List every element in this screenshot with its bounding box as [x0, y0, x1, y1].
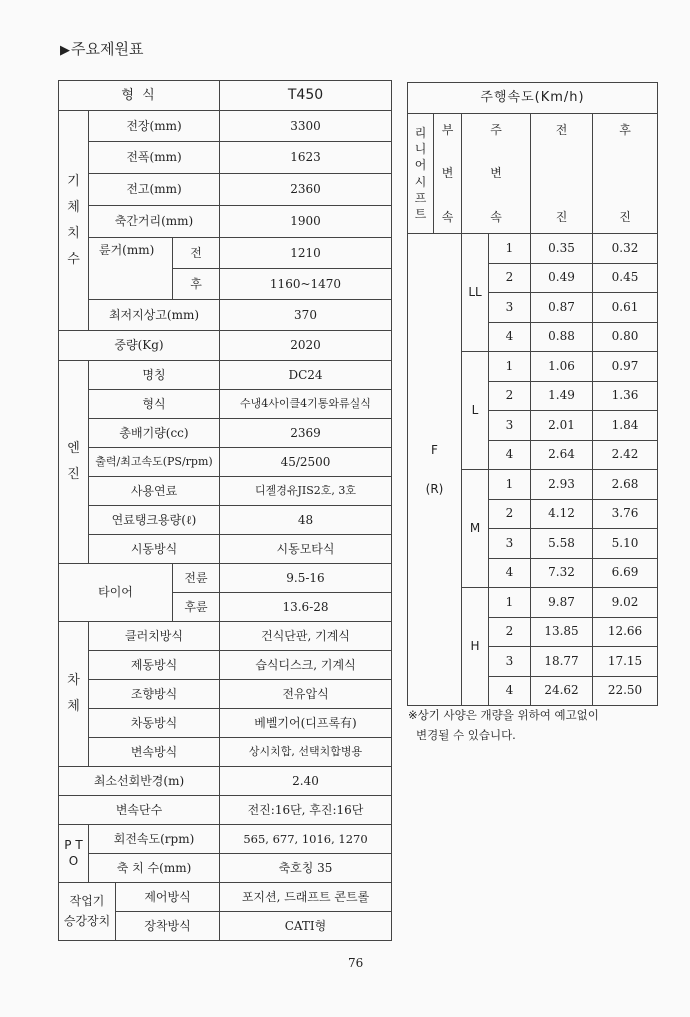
table-row: [59, 390, 392, 419]
section-heading-text: 주요제원표: [71, 40, 144, 58]
row-value: 45/2500: [220, 448, 392, 477]
row-label: 회전속도(rpm): [89, 825, 220, 854]
row-label: 연료탱크용량(ℓ): [89, 506, 220, 535]
header-char: 속: [441, 209, 454, 224]
reverse-speed: 1.84: [593, 411, 658, 441]
note-line: ※상기 사양은 개량을 위하여 예고없이: [408, 708, 599, 722]
table-row: [59, 854, 392, 883]
speed-row: [408, 234, 658, 264]
row-value: DC24: [220, 361, 392, 390]
reverse-speed: 0.45: [593, 263, 658, 293]
reverse-speed: 12.66: [593, 617, 658, 647]
forward-speed: 7.32: [531, 558, 593, 588]
row-label: 조향방식: [89, 680, 220, 709]
row-label: 최저지상고(mm): [89, 300, 220, 331]
table-row: [59, 796, 392, 825]
row-value: 시동모타식: [220, 535, 392, 564]
row-label: 최소선회반경(m): [59, 767, 220, 796]
header-char: 변: [490, 166, 502, 181]
forward-speed: 18.77: [531, 647, 593, 677]
table-row: [59, 622, 392, 651]
reverse-header: [593, 114, 658, 234]
row-value: 디젤경유JIS2호, 3호: [220, 477, 392, 506]
table-row: [59, 238, 392, 269]
header-char: 속: [490, 209, 502, 224]
group-lift: 작업기 승강장치: [59, 883, 116, 941]
speed-header-row: [408, 114, 658, 234]
table-row: [59, 331, 392, 361]
gear-number: 2: [489, 499, 531, 529]
row-label: 륜거(mm): [89, 238, 173, 300]
gear-number: 4: [489, 676, 531, 706]
row-value: 2360: [220, 174, 392, 206]
row-label: 총배기량(cc): [89, 419, 220, 448]
row-value: 축호칭 35: [220, 854, 392, 883]
row-value: 2020: [220, 331, 392, 361]
table-row: [59, 506, 392, 535]
forward-header: [531, 114, 593, 234]
row-label: 전장(mm): [89, 111, 220, 142]
row-value: 13.6-28: [220, 593, 392, 622]
gear-number: 1: [489, 352, 531, 382]
gear-number: 1: [489, 588, 531, 618]
row-value: 습식디스크, 기계식: [220, 651, 392, 680]
speed-title-row: [408, 83, 658, 114]
header-char: 진: [555, 209, 568, 224]
row-label: 사용연료: [89, 477, 220, 506]
table-row: [59, 767, 392, 796]
forward-speed: 0.88: [531, 322, 593, 352]
reverse-speed: 0.32: [593, 234, 658, 264]
row-label: 중량(Kg): [59, 331, 220, 361]
spec-header-label: 형 식: [59, 81, 220, 111]
row-sublabel: 후륜: [173, 593, 220, 622]
row-sublabel: 전륜: [173, 564, 220, 593]
gear-number: 4: [489, 440, 531, 470]
range-group-label: LL: [462, 234, 489, 352]
group-engine: 엔 진: [59, 361, 89, 564]
gear-number: 2: [489, 617, 531, 647]
table-row: [59, 709, 392, 738]
forward-speed: 0.35: [531, 234, 593, 264]
table-row: [59, 111, 392, 142]
group-tire: 타이어: [59, 564, 173, 622]
table-row: [59, 300, 392, 331]
spec-header-model: T450: [220, 81, 392, 111]
header-char: 부: [441, 122, 454, 137]
gear-number: 3: [489, 529, 531, 559]
fr-label-part: F: [431, 443, 438, 458]
table-row: [59, 477, 392, 506]
table-row: [59, 535, 392, 564]
reverse-speed: 0.97: [593, 352, 658, 382]
reverse-speed: 9.02: [593, 588, 658, 618]
reverse-speed: 0.61: [593, 293, 658, 323]
gear-number: 1: [489, 234, 531, 264]
main-shift-header: [462, 114, 531, 234]
row-value: 1623: [220, 142, 392, 174]
row-value: 1160~1470: [220, 269, 392, 300]
row-label: 장착방식: [116, 912, 220, 941]
table-row: [59, 651, 392, 680]
row-value: 370: [220, 300, 392, 331]
speed-title: 주행속도(Km/h): [408, 83, 658, 114]
group-dimensions: 기 체 치 수: [59, 111, 89, 331]
table-row: [59, 142, 392, 174]
header-char: 후: [619, 122, 631, 137]
row-value: 전유압식: [220, 680, 392, 709]
reverse-speed: 6.69: [593, 558, 658, 588]
row-value: 9.5-16: [220, 564, 392, 593]
row-sublabel: 후: [173, 269, 220, 300]
forward-speed: 9.87: [531, 588, 593, 618]
table-row: [59, 738, 392, 767]
row-label: 클러치방식: [89, 622, 220, 651]
gear-number: 2: [489, 263, 531, 293]
group-pto: P T O: [59, 825, 89, 883]
row-value: 3300: [220, 111, 392, 142]
forward-speed: 5.58: [531, 529, 593, 559]
triangle-bullet-icon: ▶: [60, 43, 70, 58]
forward-speed: 24.62: [531, 676, 593, 706]
reverse-speed: 5.10: [593, 529, 658, 559]
row-label: 명칭: [89, 361, 220, 390]
forward-speed: 2.64: [531, 440, 593, 470]
row-label: 전폭(mm): [89, 142, 220, 174]
table-row: [59, 361, 392, 390]
header-char: 주: [490, 122, 502, 137]
group-chassis: 차 체: [59, 622, 89, 767]
forward-speed: 2.01: [531, 411, 593, 441]
gear-number: 4: [489, 322, 531, 352]
table-row: [59, 825, 392, 854]
sub-shift-header: [434, 114, 462, 234]
forward-speed: 1.06: [531, 352, 593, 382]
forward-speed: 13.85: [531, 617, 593, 647]
reverse-speed: 1.36: [593, 381, 658, 411]
row-value: 베벨기어(디프록有): [220, 709, 392, 738]
row-label: 제어방식: [116, 883, 220, 912]
linear-shift-header: 리 니 어 시 프 트: [408, 114, 434, 234]
header-char: 진: [619, 209, 631, 224]
fr-label-part: (R): [425, 481, 444, 496]
table-row: [59, 883, 392, 912]
reverse-speed: 3.76: [593, 499, 658, 529]
row-value: 건식단판, 기계식: [220, 622, 392, 651]
forward-speed: 4.12: [531, 499, 593, 529]
range-group-label: L: [462, 352, 489, 470]
row-value: 1900: [220, 206, 392, 238]
table-row: [59, 564, 392, 593]
gear-number: 1: [489, 470, 531, 500]
row-label: 변속방식: [89, 738, 220, 767]
row-label: 제동방식: [89, 651, 220, 680]
row-value: 포지션, 드래프트 콘트롤: [220, 883, 392, 912]
row-sublabel: 전: [173, 238, 220, 269]
note-line: 변경될 수 있습니다.: [416, 728, 516, 742]
range-group-label: H: [462, 588, 489, 706]
row-label: 시동방식: [89, 535, 220, 564]
row-value: 수냉4사이클4기통와류실식: [220, 390, 392, 419]
row-value: 48: [220, 506, 392, 535]
header-char: 변: [441, 166, 454, 181]
table-row: [59, 680, 392, 709]
row-value: 2.40: [220, 767, 392, 796]
gear-number: 4: [489, 558, 531, 588]
row-value: 전진:16단, 후진:16단: [220, 796, 392, 825]
spec-table: [58, 80, 392, 941]
reverse-speed: 0.80: [593, 322, 658, 352]
fr-label: [408, 234, 462, 706]
row-value: 1210: [220, 238, 392, 269]
range-group-label: M: [462, 470, 489, 588]
row-value: 상시치합, 선택치합병용: [220, 738, 392, 767]
row-label: 출력/최고속도(PS/rpm): [89, 448, 220, 477]
section-heading: [60, 38, 143, 59]
row-label: 차동방식: [89, 709, 220, 738]
table-row: [59, 419, 392, 448]
gear-number: 3: [489, 293, 531, 323]
row-label: 전고(mm): [89, 174, 220, 206]
forward-speed: 1.49: [531, 381, 593, 411]
forward-speed: 0.49: [531, 263, 593, 293]
table-row: [59, 174, 392, 206]
header-char: 전: [555, 122, 568, 137]
row-value: CATI형: [220, 912, 392, 941]
row-label: 축 치 수(mm): [89, 854, 220, 883]
page-number: 76: [348, 956, 364, 970]
reverse-speed: 2.42: [593, 440, 658, 470]
forward-speed: 2.93: [531, 470, 593, 500]
row-label: 형식: [89, 390, 220, 419]
row-label: 축간거리(mm): [89, 206, 220, 238]
table-row: [59, 448, 392, 477]
speed-table: [407, 82, 658, 706]
row-value: 565, 677, 1016, 1270: [220, 825, 392, 854]
row-label: 변속단수: [59, 796, 220, 825]
reverse-speed: 22.50: [593, 676, 658, 706]
gear-number: 3: [489, 411, 531, 441]
gear-number: 2: [489, 381, 531, 411]
reverse-speed: 17.15: [593, 647, 658, 677]
spec-header-row: [59, 81, 392, 111]
row-value: 2369: [220, 419, 392, 448]
spec-change-note: [408, 705, 668, 745]
gear-number: 3: [489, 647, 531, 677]
table-row: [59, 206, 392, 238]
forward-speed: 0.87: [531, 293, 593, 323]
reverse-speed: 2.68: [593, 470, 658, 500]
